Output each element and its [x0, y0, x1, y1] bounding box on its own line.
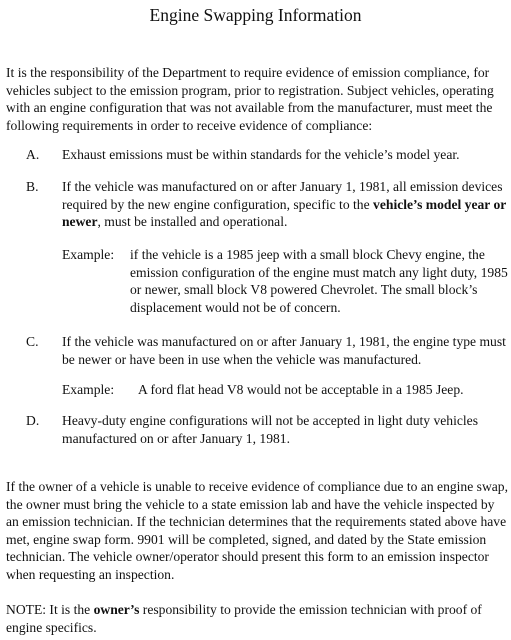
requirement-text: Heavy-duty engine configurations will not be accepted in light duty vehicles manufactured on or after January 1, 1981. — [62, 413, 479, 446]
requirement-letter: B. — [26, 179, 39, 194]
requirement-text-start: If the vehicle was manufactured on or after January 1, 1981, all emission devices required by the new engine configuration, specific to the — [62, 179, 503, 212]
requirement-text: If the vehicle was manufactured on or after January 1, 1981, the engine type must be newer or have been in use when the vehicle was manufactured. — [62, 334, 506, 367]
owner-paragraph: If the owner of a vehicle is unable to receive evidence of compliance due to an engine swap, the owner must bring the vehicle to a state emission lab and have the vehicle inspected by an emission technician. If the technician determines that the requirements stated above have met, engine swap form. 9901 will be completed, signed, and dated by the State emission technician. The vehicle owner/operator should present this form to an emission inspector when requesting an inspection. — [6, 479, 508, 582]
intro-paragraph: It is the responsibility of the Department to require evidence of emission compliance, for vehicles subject to the emission program, prior to registration. Subject vehicles, operating with an engine configuration that was not available from the manufacturer, must meet the following requirements in order to receive evidence of compliance: — [6, 65, 494, 133]
example-text: if the vehicle is a 1985 jeep with a small block Chevy engine, the emission configuration of the engine must match any light duty, 1985 or newer, small block V8 powered Chevrolet. The small block’s displacement would not be of concern. — [130, 247, 508, 315]
note-prefix: NOTE: It is the — [6, 602, 94, 617]
requirement-text-end: , must be installed and operational. — [97, 214, 288, 230]
example-label: Example: — [62, 247, 115, 262]
requirement-letter: C. — [26, 334, 39, 349]
note-paragraph — [6, 601, 508, 636]
example-text: A ford flat head V8 would not be acceptable in a 1985 Jeep. — [138, 382, 464, 397]
requirement-text — [62, 178, 508, 231]
note-suffix: responsibility to provide the emission technician with proof of engine specifics. — [6, 602, 482, 635]
requirement-text-bold: vehicle’s model year or newer — [62, 196, 507, 230]
requirement-letter: D. — [26, 413, 40, 428]
requirement-text: Exhaust emissions must be within standards for the vehicle’s model year. — [62, 147, 460, 162]
example-label: Example: — [62, 382, 115, 397]
note-bold: owner’s — [93, 602, 140, 617]
requirement-letter: A. — [26, 147, 40, 162]
document-title: Engine Swapping Information — [149, 5, 362, 25]
